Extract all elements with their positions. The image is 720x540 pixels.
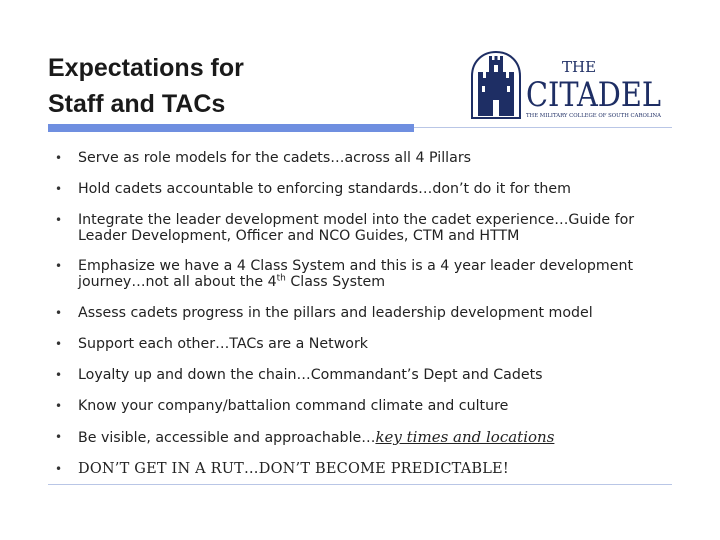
list-item-text: Emphasize we have a 4 Class System and this is a 4 year leader development journey…not all about the 4 [78,258,634,290]
list-item-text: Be visible, accessible and approachable… [78,430,376,446]
list-item-text: DON’T GET IN A RUT…DON’T BECOME PREDICTABLE! [78,461,509,477]
list-item [55,150,675,166]
list-item [55,398,675,414]
bullet-icon: • [55,399,63,413]
list-item-text-end: Class System [285,274,386,290]
list-item-text: Assess cadets progress in the pillars and leadership development model [78,305,593,321]
list-item [55,429,675,446]
list-item [55,461,675,477]
bullet-icon: • [55,182,63,196]
list-item [55,367,675,383]
list-item-text: Hold cadets accountable to enforcing standards…don’t do it for them [78,181,571,197]
bullet-icon: • [55,337,63,351]
list-item-text: Support each other…TACs are a Network [78,336,369,352]
emphasis-key-times: key times and locations [375,428,555,446]
list-item [55,258,675,290]
logo-word-citadel: CITADEL [526,75,661,115]
list-item-text: Serve as role models for the cadets…across all 4 Pillars [78,150,472,166]
castle-icon [472,52,520,118]
logo-word-the: THE [562,58,597,76]
list-item [55,336,675,352]
bullet-icon: • [55,306,63,320]
title-line-1: Expectations for [48,54,244,82]
bullet-icon: • [55,462,63,476]
citadel-wordmark [526,58,661,119]
citadel-logo [470,48,665,122]
expectations-list [55,147,675,477]
superscript-th: th [276,273,286,284]
bullet-icon: • [55,430,63,444]
footer-divider-line [48,484,672,485]
citadel-logo-graphic [470,48,665,122]
bullet-icon: • [55,151,63,165]
title-line-2: Staff and TACs [48,90,226,118]
list-item-text: Know your company/battalion command climate and culture [78,398,509,414]
title-divider-line [414,127,672,128]
logo-tagline: THE MILITARY COLLEGE OF SOUTH CAROLINA [526,113,662,119]
list-item-text: Loyalty up and down the chain…Commandant’s Dept and Cadets [78,367,543,383]
bullet-icon: • [55,213,63,227]
list-item [55,212,675,244]
title-accent-bar [48,124,414,132]
list-item [55,181,675,197]
bullet-icon: • [55,368,63,382]
list-item [55,305,675,321]
slide-title [48,50,244,122]
bullet-icon: • [55,259,63,273]
list-item-text: Integrate the leader development model into the cadet experience…Guide for Leader Development, Officer and NCO Guides, CTM and HTTM [78,212,635,244]
